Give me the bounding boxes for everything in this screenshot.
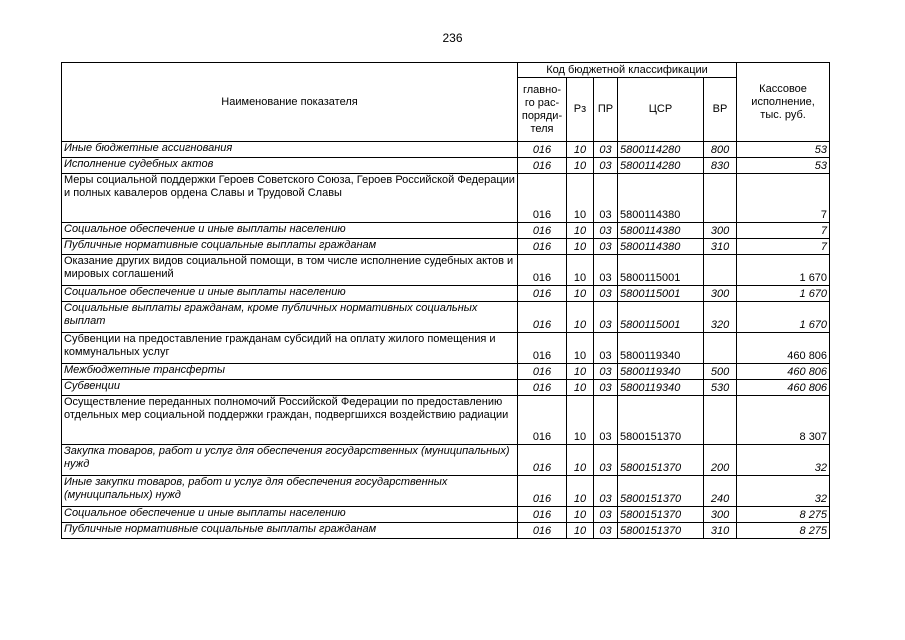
header-rz: Рз bbox=[567, 78, 594, 142]
row-csr-code: 5800115001 bbox=[618, 302, 704, 333]
row-name: Социальное обеспечение и иные выплаты населению bbox=[62, 507, 518, 523]
row-name: Публичные нормативные социальные выплаты гражданам bbox=[62, 523, 518, 539]
row-name: Межбюджетные трансферты bbox=[62, 364, 518, 380]
row-amount: 7 bbox=[737, 174, 830, 223]
row-gl-code: 016 bbox=[518, 142, 567, 158]
row-rz-code: 10 bbox=[567, 223, 594, 239]
table-row bbox=[62, 364, 830, 380]
row-gl-code: 016 bbox=[518, 380, 567, 396]
row-pr-code: 03 bbox=[594, 380, 618, 396]
row-rz-code: 10 bbox=[567, 158, 594, 174]
row-amount: 7 bbox=[737, 223, 830, 239]
row-rz-code: 10 bbox=[567, 380, 594, 396]
table-row bbox=[62, 223, 830, 239]
page-number: 236 bbox=[442, 31, 463, 45]
row-csr-code: 5800119340 bbox=[618, 380, 704, 396]
row-vr-code: 310 bbox=[704, 239, 737, 255]
row-name: Субвенции на предоставление гражданам субсидий на оплату жилого помещения и коммунальных услуг bbox=[62, 333, 518, 364]
row-vr-code: 310 bbox=[704, 523, 737, 539]
row-pr-code: 03 bbox=[594, 223, 618, 239]
row-pr-code: 03 bbox=[594, 286, 618, 302]
row-rz-code: 10 bbox=[567, 476, 594, 507]
row-pr-code: 03 bbox=[594, 255, 618, 286]
row-name: Исполнение судебных актов bbox=[62, 158, 518, 174]
row-name: Оказание других видов социальной помощи, в том числе исполнение судебных актов и мировых соглашений bbox=[62, 255, 518, 286]
header-amount: Кассовое исполнение, тыс. руб. bbox=[737, 63, 830, 142]
row-amount: 1 670 bbox=[737, 302, 830, 333]
row-vr-code: 300 bbox=[704, 223, 737, 239]
row-name: Социальные выплаты гражданам, кроме публичных нормативных социальных выплат bbox=[62, 302, 518, 333]
row-csr-code: 5800114380 bbox=[618, 174, 704, 223]
row-name: Социальное обеспечение и иные выплаты населению bbox=[62, 286, 518, 302]
row-rz-code: 10 bbox=[567, 507, 594, 523]
row-rz-code: 10 bbox=[567, 364, 594, 380]
row-gl-code: 016 bbox=[518, 302, 567, 333]
row-vr-code: 300 bbox=[704, 507, 737, 523]
row-name: Публичные нормативные социальные выплаты гражданам bbox=[62, 239, 518, 255]
header-pr: ПР bbox=[594, 78, 618, 142]
row-amount: 1 670 bbox=[737, 286, 830, 302]
row-vr-code bbox=[704, 396, 737, 445]
row-gl-code: 016 bbox=[518, 476, 567, 507]
row-amount: 460 806 bbox=[737, 380, 830, 396]
row-vr-code: 300 bbox=[704, 286, 737, 302]
row-gl-code: 016 bbox=[518, 223, 567, 239]
header-name: Наименование показателя bbox=[62, 63, 518, 142]
row-vr-code bbox=[704, 174, 737, 223]
table-row bbox=[62, 255, 830, 286]
row-amount: 32 bbox=[737, 445, 830, 476]
row-vr-code: 500 bbox=[704, 364, 737, 380]
row-pr-code: 03 bbox=[594, 333, 618, 364]
row-gl-code: 016 bbox=[518, 364, 567, 380]
header-vr: ВР bbox=[704, 78, 737, 142]
row-gl-code: 016 bbox=[518, 396, 567, 445]
row-gl-code: 016 bbox=[518, 255, 567, 286]
table-body bbox=[62, 142, 830, 539]
table-row bbox=[62, 302, 830, 333]
table-row bbox=[62, 286, 830, 302]
row-rz-code: 10 bbox=[567, 142, 594, 158]
row-pr-code: 03 bbox=[594, 507, 618, 523]
row-csr-code: 5800151370 bbox=[618, 396, 704, 445]
row-name: Иные бюджетные ассигнования bbox=[62, 142, 518, 158]
table-row bbox=[62, 507, 830, 523]
row-pr-code: 03 bbox=[594, 302, 618, 333]
row-pr-code: 03 bbox=[594, 396, 618, 445]
row-csr-code: 5800115001 bbox=[618, 255, 704, 286]
table-header bbox=[62, 63, 830, 142]
table-row bbox=[62, 333, 830, 364]
table-row bbox=[62, 158, 830, 174]
header-gl: главно- го рас- поряди- теля bbox=[518, 78, 567, 142]
row-vr-code: 530 bbox=[704, 380, 737, 396]
table-row bbox=[62, 380, 830, 396]
row-name: Осуществление переданных полномочий Российской Федерации по предоставлению отдельных мер социальной поддержки граждан, подвергшихся воздействию радиации bbox=[62, 396, 518, 445]
row-amount: 53 bbox=[737, 158, 830, 174]
row-amount: 8 275 bbox=[737, 507, 830, 523]
row-rz-code: 10 bbox=[567, 302, 594, 333]
row-rz-code: 10 bbox=[567, 445, 594, 476]
row-gl-code: 016 bbox=[518, 158, 567, 174]
row-amount: 1 670 bbox=[737, 255, 830, 286]
table-row bbox=[62, 174, 830, 223]
row-vr-code: 830 bbox=[704, 158, 737, 174]
row-pr-code: 03 bbox=[594, 445, 618, 476]
row-vr-code: 200 bbox=[704, 445, 737, 476]
row-name: Закупка товаров, работ и услуг для обеспечения государственных (муниципальных) нужд bbox=[62, 445, 518, 476]
row-csr-code: 5800119340 bbox=[618, 364, 704, 380]
row-amount: 8 307 bbox=[737, 396, 830, 445]
row-name: Меры социальной поддержки Героев Советского Союза, Героев Российской Федерации и полных кавалеров ордена Славы и Трудовой Славы bbox=[62, 174, 518, 223]
header-code-group: Код бюджетной классификации bbox=[518, 63, 737, 78]
row-amount: 7 bbox=[737, 239, 830, 255]
row-csr-code: 5800114280 bbox=[618, 158, 704, 174]
row-rz-code: 10 bbox=[567, 333, 594, 364]
header-csr: ЦСР bbox=[618, 78, 704, 142]
row-gl-code: 016 bbox=[518, 445, 567, 476]
row-csr-code: 5800151370 bbox=[618, 476, 704, 507]
row-rz-code: 10 bbox=[567, 523, 594, 539]
row-pr-code: 03 bbox=[594, 523, 618, 539]
row-rz-code: 10 bbox=[567, 174, 594, 223]
row-vr-code bbox=[704, 333, 737, 364]
row-pr-code: 03 bbox=[594, 364, 618, 380]
table-row bbox=[62, 523, 830, 539]
row-csr-code: 5800114280 bbox=[618, 142, 704, 158]
table-row bbox=[62, 396, 830, 445]
row-csr-code: 5800119340 bbox=[618, 333, 704, 364]
row-csr-code: 5800114380 bbox=[618, 223, 704, 239]
row-amount: 53 bbox=[737, 142, 830, 158]
row-name: Социальное обеспечение и иные выплаты населению bbox=[62, 223, 518, 239]
table-row bbox=[62, 445, 830, 476]
table-row bbox=[62, 476, 830, 507]
row-gl-code: 016 bbox=[518, 523, 567, 539]
row-gl-code: 016 bbox=[518, 333, 567, 364]
row-pr-code: 03 bbox=[594, 174, 618, 223]
row-gl-code: 016 bbox=[518, 174, 567, 223]
row-amount: 8 275 bbox=[737, 523, 830, 539]
row-csr-code: 5800151370 bbox=[618, 523, 704, 539]
row-csr-code: 5800114380 bbox=[618, 239, 704, 255]
row-amount: 460 806 bbox=[737, 364, 830, 380]
row-vr-code: 240 bbox=[704, 476, 737, 507]
row-vr-code bbox=[704, 255, 737, 286]
row-csr-code: 5800151370 bbox=[618, 445, 704, 476]
row-gl-code: 016 bbox=[518, 507, 567, 523]
table-row bbox=[62, 142, 830, 158]
row-name: Субвенции bbox=[62, 380, 518, 396]
row-vr-code: 800 bbox=[704, 142, 737, 158]
row-pr-code: 03 bbox=[594, 158, 618, 174]
row-gl-code: 016 bbox=[518, 239, 567, 255]
row-csr-code: 5800115001 bbox=[618, 286, 704, 302]
row-name: Иные закупки товаров, работ и услуг для обеспечения государственных (муниципальных) нужд bbox=[62, 476, 518, 507]
row-rz-code: 10 bbox=[567, 255, 594, 286]
row-csr-code: 5800151370 bbox=[618, 507, 704, 523]
row-rz-code: 10 bbox=[567, 239, 594, 255]
row-vr-code: 320 bbox=[704, 302, 737, 333]
row-amount: 32 bbox=[737, 476, 830, 507]
row-pr-code: 03 bbox=[594, 239, 618, 255]
row-pr-code: 03 bbox=[594, 476, 618, 507]
row-gl-code: 016 bbox=[518, 286, 567, 302]
row-rz-code: 10 bbox=[567, 396, 594, 445]
table-row bbox=[62, 239, 830, 255]
row-rz-code: 10 bbox=[567, 286, 594, 302]
row-pr-code: 03 bbox=[594, 142, 618, 158]
budget-table bbox=[61, 62, 830, 539]
row-amount: 460 806 bbox=[737, 333, 830, 364]
